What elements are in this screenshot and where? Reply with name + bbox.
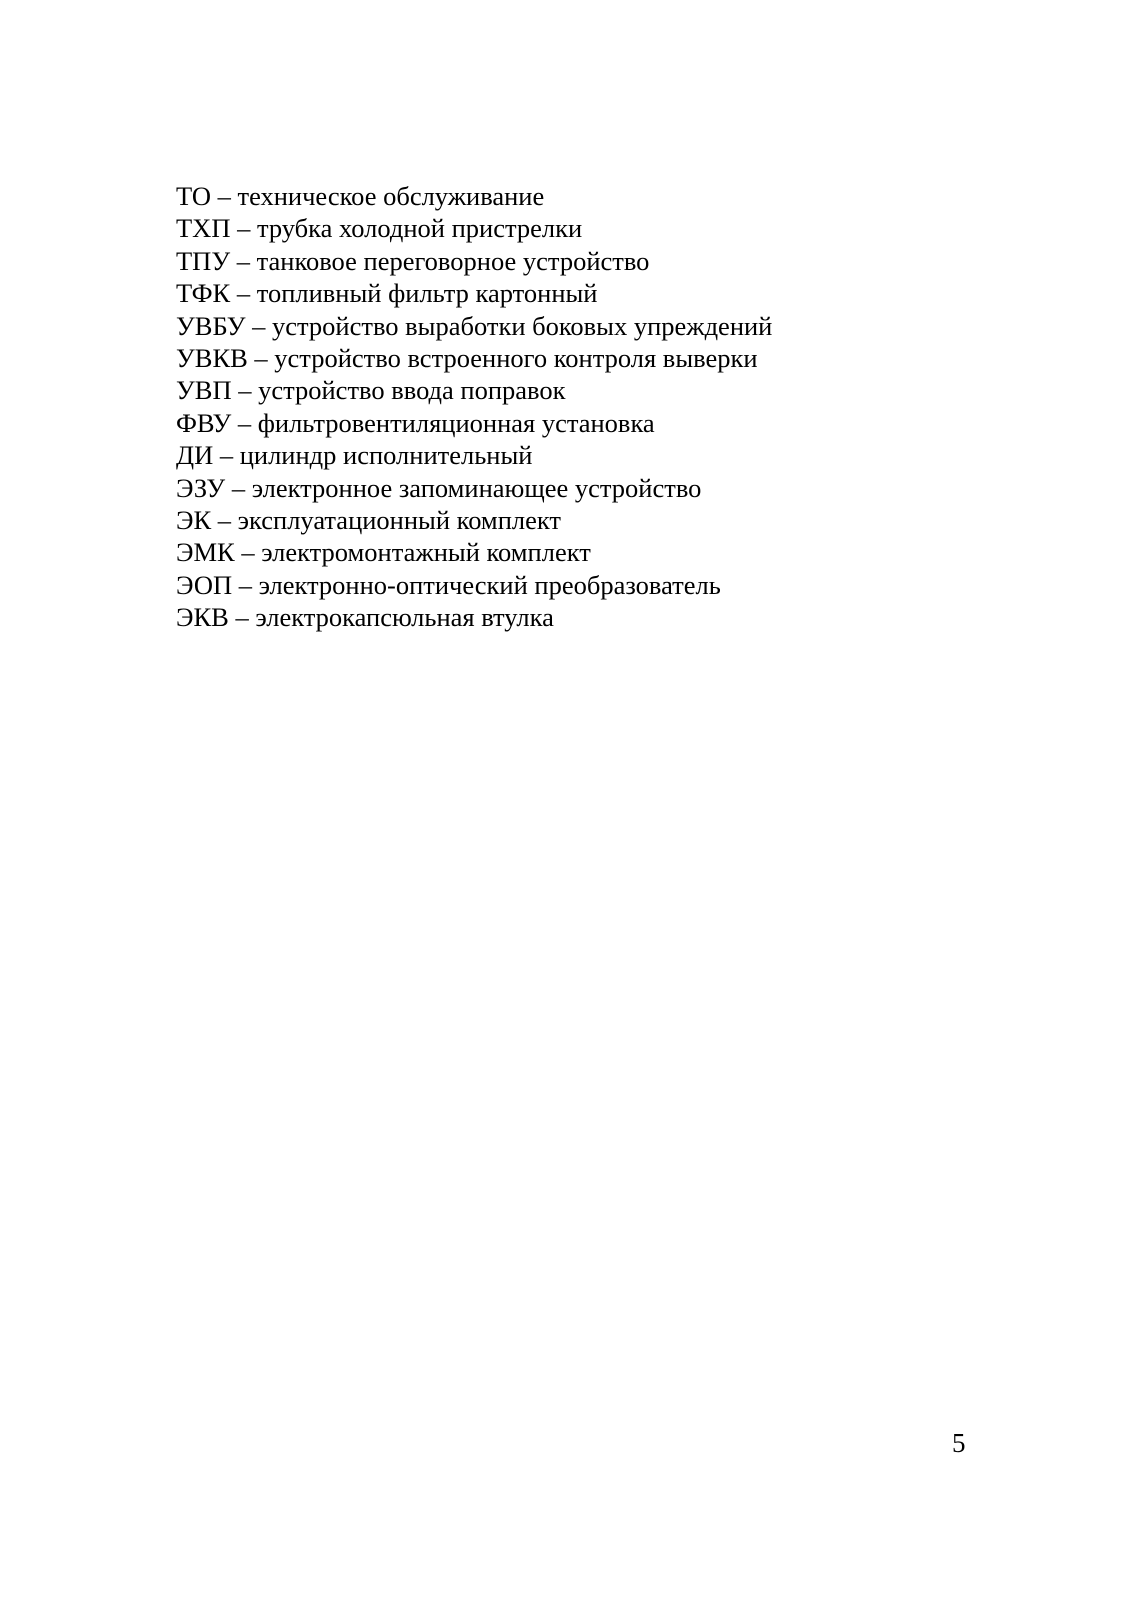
abbreviation-meaning: электрокапсюльная втулка xyxy=(255,602,554,633)
separator-dash: – xyxy=(245,310,272,341)
abbreviation-entry xyxy=(176,245,772,277)
abbreviation-entry xyxy=(176,212,772,244)
separator-dash: – xyxy=(230,278,257,309)
abbreviation-term: ТФК xyxy=(176,278,231,309)
abbreviation-entry xyxy=(176,472,772,504)
abbreviation-entry xyxy=(176,569,772,601)
abbreviation-term: ЭМК xyxy=(176,537,235,568)
separator-dash: – xyxy=(211,505,238,536)
separator-dash: – xyxy=(213,440,240,471)
abbreviation-entry xyxy=(176,536,772,568)
abbreviation-term: ДИ xyxy=(176,440,214,471)
abbreviation-term: ЭОП xyxy=(176,569,233,600)
separator-dash: – xyxy=(210,181,238,211)
abbreviation-meaning: топливный фильтр картонный xyxy=(256,278,598,309)
abbreviation-meaning: устройство встроенного контроля выверки xyxy=(274,343,758,374)
separator-dash: – xyxy=(247,343,275,374)
abbreviation-meaning: электронно-оптический преобразователь xyxy=(258,569,721,600)
abbreviation-meaning: цилиндр исполнительный xyxy=(239,440,533,471)
abbreviation-term: ТО xyxy=(176,181,211,211)
abbreviation-entry xyxy=(176,601,772,633)
separator-dash: – xyxy=(234,537,262,568)
abbreviation-term: ТПУ xyxy=(176,245,231,276)
separator-dash: – xyxy=(225,472,252,503)
abbreviation-meaning: танковое переговорное устройство xyxy=(256,245,650,276)
separator-dash: – xyxy=(228,602,256,633)
separator-dash: – xyxy=(230,245,257,276)
abbreviation-meaning: фильтровентиляционная установка xyxy=(257,407,655,438)
abbreviation-meaning: устройство выработки боковых упреждений xyxy=(272,310,773,341)
separator-dash: – xyxy=(231,375,259,406)
separator-dash: – xyxy=(232,569,259,600)
abbreviation-entry xyxy=(176,180,772,212)
separator-dash: – xyxy=(230,213,257,244)
abbreviation-entry xyxy=(176,504,772,536)
abbreviation-term: ТХП xyxy=(176,213,231,244)
abbreviation-term: ЭК xyxy=(176,505,212,536)
abbreviation-meaning: техническое обслуживание xyxy=(237,181,545,211)
abbreviation-entry xyxy=(176,374,772,406)
abbreviation-entry xyxy=(176,277,772,309)
separator-dash: – xyxy=(231,407,258,438)
abbreviation-entry xyxy=(176,407,772,439)
page-number: 5 xyxy=(952,1428,966,1458)
abbreviation-term: УВКВ xyxy=(176,343,248,374)
abbreviation-term: ФВУ xyxy=(176,407,232,438)
abbreviation-term: УВП xyxy=(176,375,232,406)
abbreviation-meaning: трубка холодной пристрелки xyxy=(256,213,583,244)
abbreviation-meaning: электромонтажный комплект xyxy=(261,537,591,568)
abbreviation-entry xyxy=(176,342,772,374)
abbreviation-meaning: эксплуатационный комплект xyxy=(237,505,561,536)
abbreviation-meaning: устройство ввода поправок xyxy=(258,375,566,406)
abbreviation-meaning: электронное запоминающее устройство xyxy=(251,472,702,503)
abbreviation-term: УВБУ xyxy=(176,310,246,341)
abbreviation-entry xyxy=(176,439,772,471)
abbreviation-list xyxy=(176,180,772,634)
abbreviation-term: ЭЗУ xyxy=(176,472,226,503)
abbreviation-term: ЭКВ xyxy=(176,602,229,633)
abbreviation-entry xyxy=(176,310,772,342)
